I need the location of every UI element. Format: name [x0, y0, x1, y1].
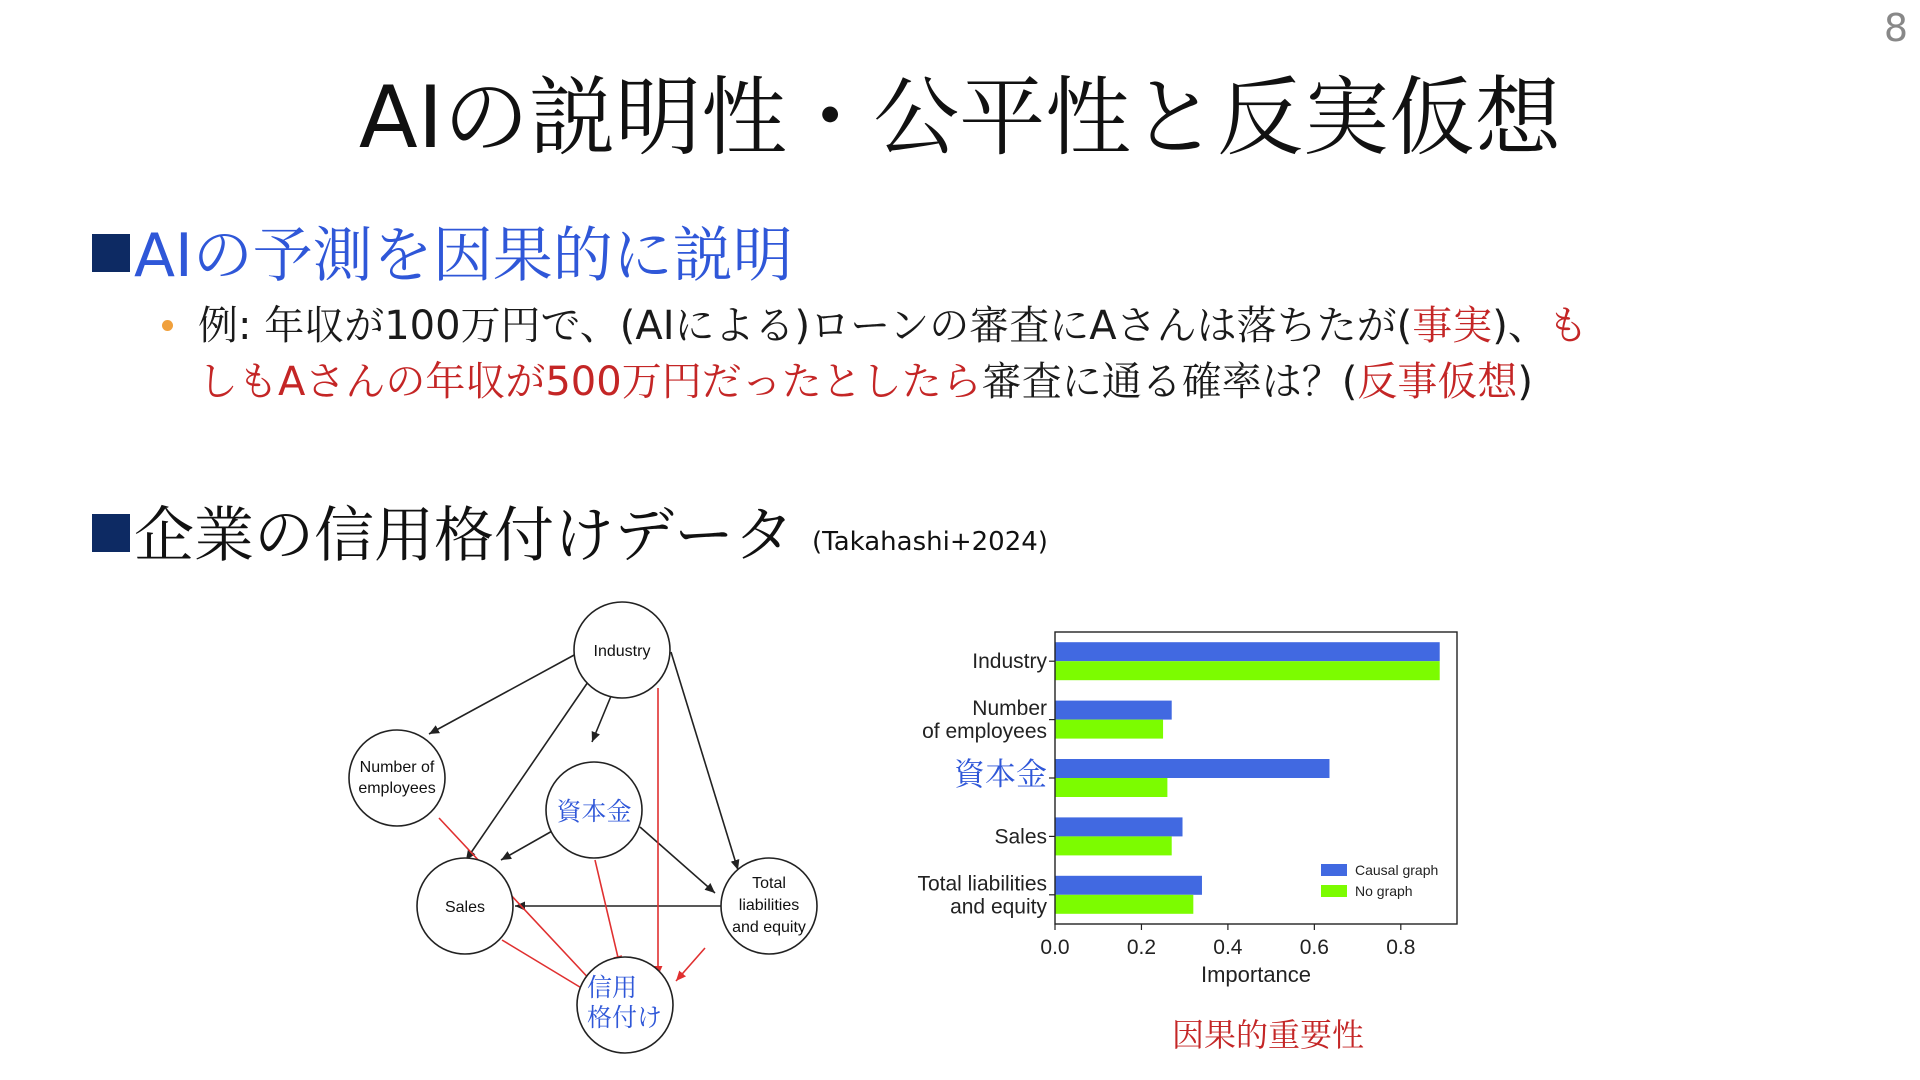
- node-rating-label-2: 格付け: [587, 1003, 663, 1032]
- y-tick-label: Sales: [994, 825, 1047, 849]
- bullet-dot-icon: [162, 320, 173, 331]
- bullet-line-2: [162, 354, 1588, 410]
- causal-graph-diagram: [330, 590, 850, 1060]
- fact-text: 事実: [1412, 303, 1493, 349]
- chart-caption: 因果的重要性: [1171, 1016, 1365, 1054]
- y-tick-label: Total liabilities: [917, 872, 1047, 896]
- x-tick-label: 0.2: [1126, 936, 1157, 959]
- node-rating-label-1: 信用: [587, 973, 638, 1002]
- edge-capital-liabilities: [640, 827, 715, 893]
- bullet-text-1b: )、: [1492, 303, 1548, 349]
- bar-no-graph-4: [1055, 895, 1193, 914]
- chart-x-axis-label: Importance: [1200, 962, 1312, 987]
- chart-x-tick-labels: [1040, 924, 1415, 959]
- bar-no-graph-1: [1055, 720, 1163, 739]
- section-heading-credit: [92, 488, 1048, 574]
- edge-liabilities-rating: [676, 948, 705, 981]
- chart-y-tick-labels: [917, 650, 1055, 918]
- node-liabilities-label-3: and equity: [732, 919, 806, 936]
- bullet-text-1c: も: [1547, 303, 1588, 349]
- bar-causal-graph-2: [1055, 759, 1329, 778]
- bar-no-graph-3: [1055, 836, 1172, 855]
- bullet-line-1: [162, 298, 1588, 354]
- x-tick-label: 0.4: [1213, 936, 1243, 959]
- y-tick-label: Number: [972, 697, 1047, 721]
- bar-causal-graph-0: [1055, 642, 1440, 661]
- legend-swatch: [1321, 885, 1347, 897]
- counterfactual-text: 反事仮想: [1357, 359, 1518, 405]
- bar-causal-graph-1: [1055, 701, 1172, 720]
- legend-label: No graph: [1355, 883, 1413, 899]
- section-heading-explain-text: AIの予測を因果的に説明: [134, 221, 793, 291]
- bullet-text-1a: 例: 年収が100万円で、(AIによる)ローンの審査にAさんは落ちたが(: [198, 303, 1413, 349]
- chart-legend: [1321, 862, 1438, 899]
- x-tick-label: 0.0: [1040, 936, 1070, 959]
- square-bullet-icon: [92, 234, 130, 272]
- bullet-text-2b: 審査に通る確率は？(: [981, 359, 1358, 405]
- bar-no-graph-0: [1055, 661, 1440, 680]
- y-tick-label: 資本金: [954, 757, 1047, 793]
- slide-title: AIの説明性・公平性と反実仮想: [358, 68, 1562, 168]
- y-tick-label: and equity: [950, 895, 1047, 919]
- page-number: 8: [1883, 6, 1908, 50]
- x-tick-label: 0.6: [1299, 936, 1329, 959]
- bar-causal-graph-3: [1055, 817, 1183, 836]
- counterfactual-condition-text: しもAさんの年収が500万円だったとしたら: [198, 359, 982, 405]
- edge-industry-employees: [429, 654, 576, 734]
- y-tick-label: Industry: [972, 650, 1047, 674]
- node-capital-label: 資本金: [556, 797, 632, 826]
- importance-bar-chart: [880, 620, 1600, 1060]
- bullet-text-2c: ): [1517, 359, 1533, 405]
- node-industry-label: Industry: [593, 643, 651, 660]
- bar-causal-graph-4: [1055, 876, 1202, 895]
- citation: (Takahashi+2024): [812, 527, 1048, 557]
- edge-industry-liabilities: [671, 652, 738, 870]
- bullet-example: [162, 298, 1588, 410]
- section-heading-explain: [92, 208, 793, 294]
- node-liabilities-label-2: liabilities: [738, 897, 800, 914]
- section-heading-credit-text: 企業の信用格付けデータ: [134, 501, 794, 571]
- y-tick-label: of employees: [922, 720, 1047, 744]
- square-bullet-icon: [92, 514, 130, 552]
- legend-swatch: [1321, 864, 1347, 876]
- node-sales-label: Sales: [444, 899, 486, 916]
- bar-no-graph-2: [1055, 778, 1167, 797]
- legend-label: Causal graph: [1355, 862, 1439, 878]
- edge-capital-rating: [595, 860, 620, 966]
- node-employees-label-1: Number of: [359, 759, 435, 776]
- node-employees: [349, 730, 445, 826]
- node-liabilities-label-1: Total: [752, 875, 786, 892]
- node-employees-label-2: employees: [358, 780, 436, 797]
- x-tick-label: 0.8: [1386, 936, 1416, 959]
